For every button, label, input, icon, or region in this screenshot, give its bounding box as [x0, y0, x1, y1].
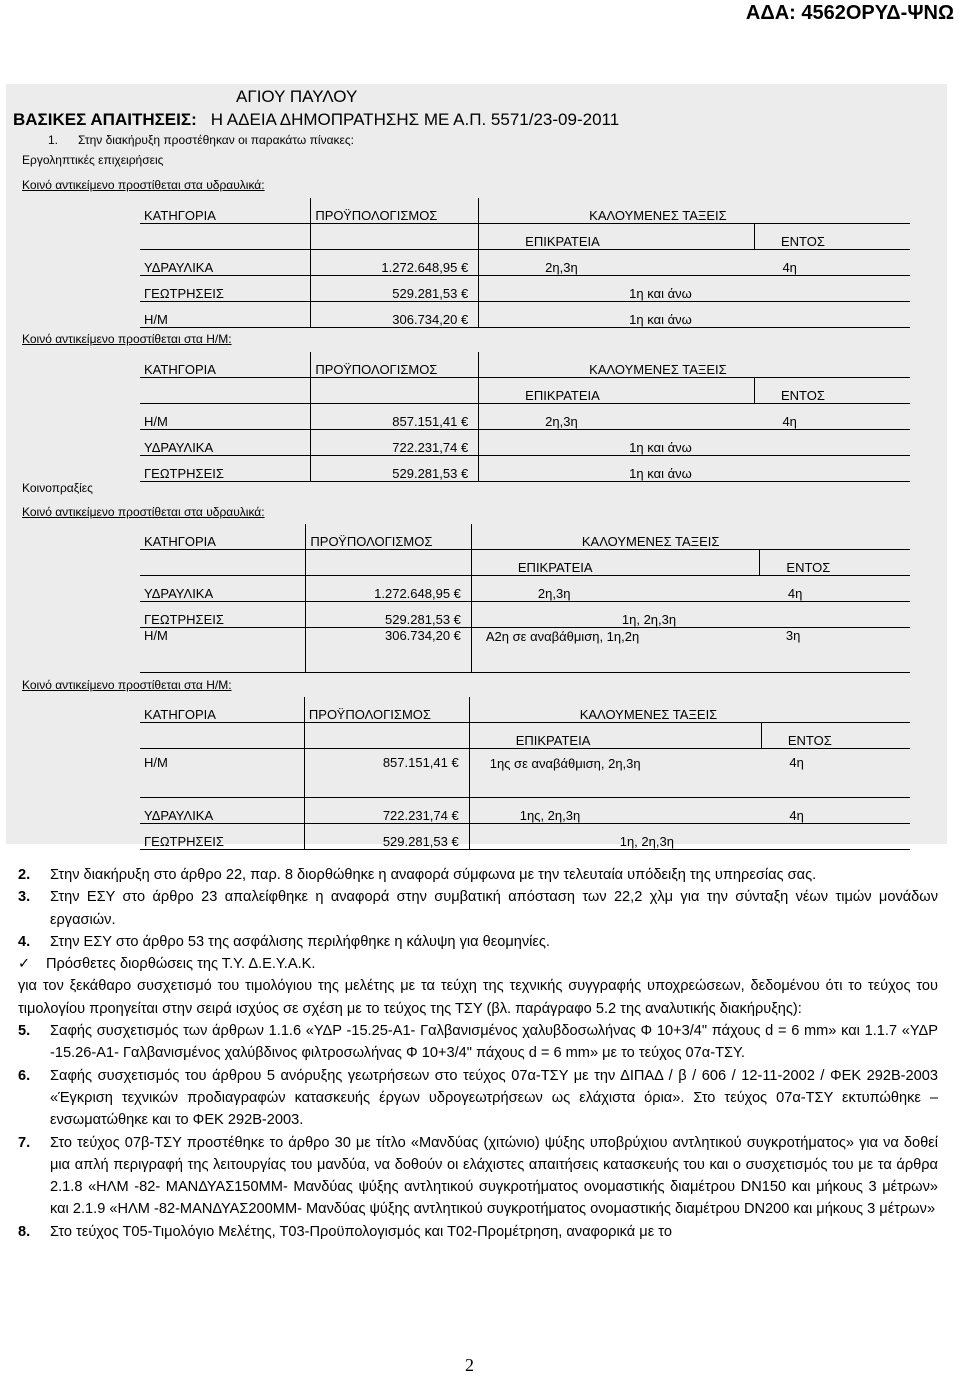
ada-code: ΑΔΑ: 4562ΟΡΥΔ-ΨΝΩ — [745, 2, 954, 24]
classes-table-3 — [140, 524, 910, 673]
paragraph-number: 2. — [18, 867, 31, 883]
requirements-label: ΒΑΣΙΚΕΣ ΑΠΑΙΤΗΣΕΙΣ: — [13, 110, 197, 129]
cell-category: ΓΕΩΤΡΗΣΕΙΣ — [140, 602, 306, 628]
intro-line-1: ΑΓΙΟΥ ΠΑΥΛΟΥ — [236, 87, 358, 106]
cell-budget: 722.231,74 € — [304, 798, 469, 824]
header-budget: ΠΡΟΫΠΟΛΟΓΙΣΜΟΣ — [311, 198, 479, 224]
cell-domestic: 1ης σε αναβάθμιση, 2η,3η — [469, 749, 761, 798]
item-1 — [48, 133, 354, 147]
header-within: ΕΝΤΟΣ — [754, 224, 910, 250]
checkmark-line — [18, 953, 938, 975]
section-contractors: Εργοληπτικές επιχειρήσεις — [22, 153, 164, 167]
cell-budget: 306.734,20 € — [311, 302, 479, 328]
paragraph-text: Στο τεύχος Τ05-Τιμολόγιο Μελέτης, Τ03-Προϋπολογισμός και Τ02-Προμέτρηση, αναφορικά με το — [50, 1223, 672, 1240]
cell-within: 4η — [761, 749, 910, 798]
header-classes: ΚΑΛΟΥΜΕΝΕΣ ΤΑΞΕΙΣ — [469, 697, 910, 723]
header-classes: ΚΑΛΟΥΜΕΝΕΣ ΤΑΞΕΙΣ — [479, 352, 910, 378]
cell-category: ΥΔΡΑΥΛΙΚΑ — [140, 798, 304, 824]
header-domestic: ΕΠΙΚΡΑΤΕΙΑ — [479, 224, 755, 250]
section-joint-ventures: Κοινοπραξίες — [22, 481, 93, 495]
cell-budget: 1.272.648,95 € — [311, 250, 479, 276]
header-within: ΕΝΤΟΣ — [761, 723, 910, 749]
header-domestic: ΕΠΙΚΡΑΤΕΙΑ — [479, 378, 755, 404]
paragraph-number: 7. — [18, 1134, 31, 1151]
cell-within: 4η — [754, 404, 910, 430]
cell-budget: 529.281,53 € — [304, 824, 469, 850]
paragraph-8 — [18, 1221, 938, 1243]
header-domestic: ΕΠΙΚΡΑΤΕΙΑ — [471, 550, 760, 576]
permit-text: Η ΑΔΕΙΑ ΔΗΜΟΠΡΑΤΗΣΗΣ ΜΕ Α.Π. 5571/23-09-2011 — [210, 110, 620, 129]
classes-table-2 — [140, 352, 910, 482]
cell-domestic: Α2η σε αναβάθμιση, 1η,2η — [471, 628, 760, 673]
header-budget: ΠΡΟΫΠΟΛΟΓΙΣΜΟΣ — [306, 524, 471, 550]
paragraph-text: Στο τεύχος 07β-ΤΣΥ προστέθηκε το άρθρο 30 με τίτλο «Μανδύας (χιτώνιο) ψύξης υποβρύχιου αντλητικού συγκροτήματος» για να δοθεί μια απλή περιγραφή της λειτουργίας του μανδύα, να δοθούν οι ελάχιστες απαιτήσεις κατασκευής του και ο συσχετισμός του με τα άρθρα 2.1.8 «ΗΛΜ -82- ΜΑΝΔΥΑΣ150ΜΜ- Μανδύας ψύξης αντλητικού συγκροτήματος ονομαστικής διαμέτρου DN150 και μήκους 3 μέτρων» και 2.1.9 «ΗΛΜ -82-ΜΑΝΔΥΑΣ200ΜΜ- Μανδύας ψύξης αντλητικού συγκροτήματος ονομαστικής διαμέτρου DN200 και μήκους 3 μέτρων» — [50, 1134, 938, 1218]
cell-budget: 529.281,53 € — [311, 456, 479, 482]
paragraph-6 — [18, 1065, 938, 1132]
cell-budget: 306.734,20 € — [306, 628, 471, 673]
cell-budget: 529.281,53 € — [306, 602, 471, 628]
item-1-text: Στην διακήρυξη προστέθηκαν οι παρακάτω πίνακες: — [78, 133, 354, 147]
cell-category: ΥΔΡΑΥΛΙΚΑ — [140, 430, 311, 456]
paragraph-text: Σαφής συσχετισμός των άρθρων 1.1.6 «ΥΔΡ -15.25-Α1- Γαλβανισμένος χαλυβδοσωλήνας Φ 10+3/4" πάχους d = 6 mm» και 1.1.7 «ΥΔΡ -15.26-Α1- Γαλβανισμένος χαλύβδινος φιλτροσωλήνας Φ 10+3/4" πάχους d = 6 mm» με το τεύχος 07α-ΤΣΥ. — [50, 1023, 938, 1062]
cell-budget: 857.151,41 € — [311, 404, 479, 430]
paragraph-4 — [18, 931, 938, 953]
paragraph-3 — [18, 886, 938, 931]
table-subtitle: Κοινό αντικείμενο προστίθεται στα Η/Μ: — [22, 332, 232, 346]
header-category: ΚΑΤΗΓΟΡΙΑ — [140, 697, 304, 723]
paragraph-number: 3. — [18, 889, 31, 906]
cell-category: ΓΕΩΤΡΗΣΕΙΣ — [140, 276, 311, 302]
table-subtitle: Κοινό αντικείμενο προστίθεται στα υδραυλικά: — [22, 178, 265, 192]
header-within: ΕΝΤΟΣ — [754, 378, 910, 404]
cell-within: 3η — [760, 628, 910, 673]
header-classes: ΚΑΛΟΥΜΕΝΕΣ ΤΑΞΕΙΣ — [471, 524, 910, 550]
cell-domestic: 2η,3η — [471, 576, 760, 602]
header-category: ΚΑΤΗΓΟΡΙΑ — [140, 524, 306, 550]
cell-category: ΓΕΩΤΡΗΣΕΙΣ — [140, 824, 304, 850]
header-budget: ΠΡΟΫΠΟΛΟΓΙΣΜΟΣ — [304, 697, 469, 723]
paragraph-7 — [18, 1132, 938, 1221]
cell-classes: 1η και άνω — [479, 276, 910, 302]
cell-category: Η/Μ — [140, 404, 311, 430]
table-subtitle: Κοινό αντικείμενο προστίθεται στα υδραυλικά: — [22, 505, 265, 519]
paragraph-text: Στην ΕΣΥ στο άρθρο 53 της ασφάλισης περιλήφθηκε η κάλυψη για θεομηνίες. — [50, 933, 550, 950]
paragraph-5 — [18, 1020, 938, 1065]
cell-budget: 722.231,74 € — [311, 430, 479, 456]
cell-classes: 1η, 2η,3η — [471, 602, 910, 628]
header-category: ΚΑΤΗΓΟΡΙΑ — [140, 352, 311, 378]
cell-budget: 857.151,41 € — [304, 749, 469, 798]
classes-table-1 — [140, 198, 910, 328]
cell-classes: 1η και άνω — [479, 302, 910, 328]
paragraph-number: 5. — [18, 1023, 31, 1040]
cell-category: Η/Μ — [140, 302, 311, 328]
intro-line-2 — [13, 110, 619, 130]
header-within: ΕΝΤΟΣ — [760, 550, 910, 576]
cell-within: 4η — [761, 798, 910, 824]
cell-classes: 1η και άνω — [479, 456, 910, 482]
paragraph-text: Στην διακήρυξη στο άρθρο 22, παρ. 8 διορθώθηκε η αναφορά σύμφωνα με την τελευταία υπόδειξη της υπηρεσίας σας. — [50, 867, 817, 883]
classes-table-4 — [140, 697, 910, 850]
cell-budget: 1.272.648,95 € — [306, 576, 471, 602]
cell-category: ΥΔΡΑΥΛΙΚΑ — [140, 576, 306, 602]
cell-domestic: 2η,3η — [479, 404, 755, 430]
cell-category: Η/Μ — [140, 749, 304, 798]
paragraph-2 — [18, 864, 938, 886]
cell-category: Η/Μ — [140, 628, 306, 673]
cell-category: ΥΔΡΑΥΛΙΚΑ — [140, 250, 311, 276]
cell-classes: 1η και άνω — [479, 430, 910, 456]
table-subtitle: Κοινό αντικείμενο προστίθεται στα Η/Μ: — [22, 678, 232, 692]
cell-classes: 1η, 2η,3η — [469, 824, 910, 850]
cell-domestic: 2η,3η — [479, 250, 755, 276]
cell-domestic: 1ης, 2η,3η — [469, 798, 761, 824]
page-number: 2 — [465, 1355, 474, 1375]
paragraph-number: 4. — [18, 933, 31, 950]
header-classes: ΚΑΛΟΥΜΕΝΕΣ ΤΑΞΕΙΣ — [479, 198, 910, 224]
paragraph-text: Σαφής συσχετισμός του άρθρου 5 ανόρυξης γεωτρήσεων στο τεύχος 07α-ΤΣΥ με την ΔΙΠΑΔ / β / 606 / 12-11-2002 / ΦΕΚ 292Β-2003 «Έγκριση τεχνικών προδιαγραφών κατασκευής έργων υδρογεωτρήσεων ως ελάχιστα όρια». Στο τεύχος 07α-ΤΣΥ εκτυπώθηκε – ενσωματώθηκε και το ΦΕΚ 292Β-2003. — [50, 1067, 938, 1129]
cell-within: 4η — [754, 250, 910, 276]
header-domestic: ΕΠΙΚΡΑΤΕΙΑ — [469, 723, 761, 749]
additional-corrections-text: για τον ξεκάθαρο συσχετισμό του τιμολόγιου της μελέτης με τα τεύχη της τεχνικής συγγραφής υποχρεώσεων, δεδομένου ότι το τεύχος του τιμολογίου προηγείται στην σειρά ισχύος σε σχέση με το τεύχος της ΤΣΥ (βλ. παράγραφο 5.2 της αναλυτικής διακήρυξης): — [18, 978, 938, 1017]
checkmark-text: Πρόσθετες διορθώσεις της Τ.Υ. Δ.Ε.Υ.Α.Κ. — [46, 956, 316, 973]
cell-budget: 529.281,53 € — [311, 276, 479, 302]
paragraph-number: 6. — [18, 1067, 31, 1084]
cell-within: 4η — [760, 576, 910, 602]
header-budget: ΠΡΟΫΠΟΛΟΓΙΣΜΟΣ — [311, 352, 479, 378]
body-text — [18, 864, 938, 1243]
checkmark-icon: ✓ — [18, 956, 31, 973]
cell-category: ΓΕΩΤΡΗΣΕΙΣ — [140, 456, 311, 482]
paragraph-number: 8. — [18, 1223, 31, 1240]
header-category: ΚΑΤΗΓΟΡΙΑ — [140, 198, 311, 224]
item-1-number: 1. — [48, 133, 59, 147]
paragraph-text: Στην ΕΣΥ στο άρθρο 23 απαλείφθηκε η αναφορά στην συμβατική απόσταση των 22,2 χλμ για την σύνταξη νέων τιμών μονάδων εργασιών. — [50, 889, 938, 928]
